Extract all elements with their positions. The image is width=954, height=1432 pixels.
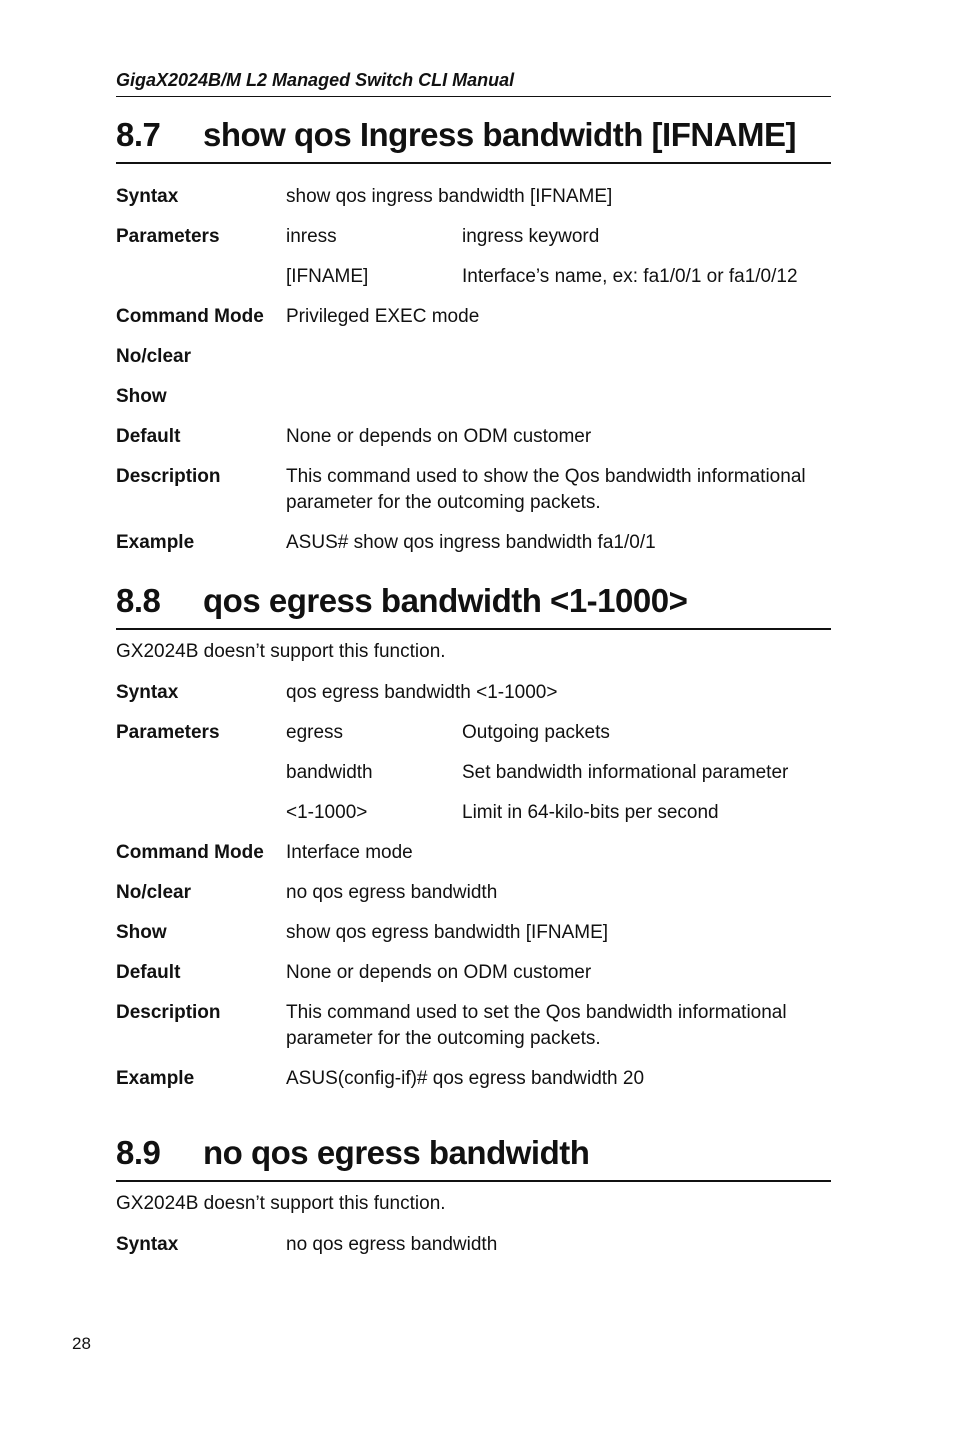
default-row: [116, 424, 831, 464]
description-label: Description: [116, 466, 221, 487]
default-label: Default: [116, 962, 181, 983]
show-value: show qos egress bandwidth [IFNAME]: [286, 922, 609, 943]
section-body: [116, 1182, 831, 1272]
syntax-label: Syntax: [116, 186, 179, 207]
parameter-desc: Set bandwidth informational parameter: [462, 762, 789, 783]
header-rule: [116, 96, 831, 97]
description-label: Description: [116, 1002, 221, 1023]
parameters-row: [116, 760, 831, 800]
empty-label: [116, 800, 286, 840]
show-label: Show: [116, 922, 167, 943]
show-row: [116, 384, 831, 424]
parameter-desc: Outgoing packets: [462, 722, 610, 743]
command-mode-value: Privileged EXEC mode: [286, 306, 480, 327]
parameters-row: [116, 264, 831, 304]
show-value: [286, 384, 831, 424]
syntax-label: Syntax: [116, 1234, 179, 1255]
parameter-name: [IFNAME]: [286, 266, 369, 287]
support-note: GX2024B doesn’t support this function.: [116, 1193, 446, 1214]
section-title: qos egress bandwidth <1-1000>: [203, 582, 688, 619]
example-label: Example: [116, 532, 195, 553]
section-8-8: [116, 568, 831, 1106]
section-number: 8.7: [116, 116, 161, 153]
default-value: None or depends on ODM customer: [286, 962, 592, 983]
parameter-name: egress: [286, 722, 344, 743]
no-clear-value: [286, 344, 831, 384]
section-8-9: [116, 1120, 831, 1272]
command-mode-label: Command Mode: [116, 842, 264, 863]
section-body: [116, 164, 831, 570]
parameters-row: [116, 800, 831, 840]
section-heading: [116, 102, 831, 164]
page-number: 28: [72, 1334, 91, 1353]
parameter-name: inress: [286, 226, 337, 247]
section-heading: [116, 568, 831, 630]
command-mode-value: Interface mode: [286, 842, 413, 863]
parameters-label: Parameters: [116, 226, 220, 247]
default-row: [116, 960, 831, 1000]
section-8-7: [116, 102, 831, 570]
command-mode-row: [116, 840, 831, 880]
section-number: 8.8: [116, 582, 161, 619]
description-value: This command used to show the Qos bandwidth informational parameter for the outcoming packets.: [286, 466, 806, 513]
description-value: This command used to set the Qos bandwidth informational parameter for the outcoming packets.: [286, 1002, 787, 1049]
parameters-label: Parameters: [116, 722, 220, 743]
section-title: show qos Ingress bandwidth [IFNAME]: [203, 116, 796, 153]
default-value: None or depends on ODM customer: [286, 426, 592, 447]
parameters-row: [116, 224, 831, 264]
syntax-value: show qos ingress bandwidth [IFNAME]: [286, 186, 613, 207]
no-clear-label: No/clear: [116, 346, 191, 367]
example-label: Example: [116, 1068, 195, 1089]
no-clear-label: No/clear: [116, 882, 191, 903]
example-row: [116, 1066, 831, 1106]
parameter-desc: Limit in 64-kilo-bits per second: [462, 802, 719, 823]
example-row: [116, 530, 831, 570]
parameter-name: <1-1000>: [286, 802, 368, 823]
command-mode-label: Command Mode: [116, 306, 264, 327]
show-row: [116, 920, 831, 960]
syntax-row: [116, 184, 831, 224]
section-title: no qos egress bandwidth: [203, 1134, 590, 1171]
empty-label: [116, 760, 286, 800]
command-mode-row: [116, 304, 831, 344]
example-value: ASUS# show qos ingress bandwidth fa1/0/1: [286, 532, 656, 553]
description-row: [116, 1000, 831, 1066]
no-clear-value: no qos egress bandwidth: [286, 882, 498, 903]
syntax-value: qos egress bandwidth <1-1000>: [286, 682, 558, 703]
parameter-desc: Interface’s name, ex: fa1/0/1 or fa1/0/12: [462, 266, 798, 287]
syntax-value: no qos egress bandwidth: [286, 1234, 498, 1255]
default-label: Default: [116, 426, 181, 447]
parameter-desc: ingress keyword: [462, 226, 600, 247]
parameters-row: [116, 720, 831, 760]
section-body: [116, 630, 831, 1106]
show-label: Show: [116, 386, 167, 407]
no-clear-row: [116, 344, 831, 384]
syntax-label: Syntax: [116, 682, 179, 703]
section-heading: [116, 1120, 831, 1182]
syntax-row: [116, 1232, 831, 1272]
example-value: ASUS(config-if)# qos egress bandwidth 20: [286, 1068, 645, 1089]
empty-label: [116, 264, 286, 304]
no-clear-row: [116, 880, 831, 920]
description-row: [116, 464, 831, 530]
syntax-row: [116, 680, 831, 720]
running-header: GigaX2024B/M L2 Managed Switch CLI Manual: [116, 70, 515, 90]
section-number: 8.9: [116, 1134, 161, 1171]
support-note: GX2024B doesn’t support this function.: [116, 641, 446, 662]
parameter-name: bandwidth: [286, 762, 373, 783]
